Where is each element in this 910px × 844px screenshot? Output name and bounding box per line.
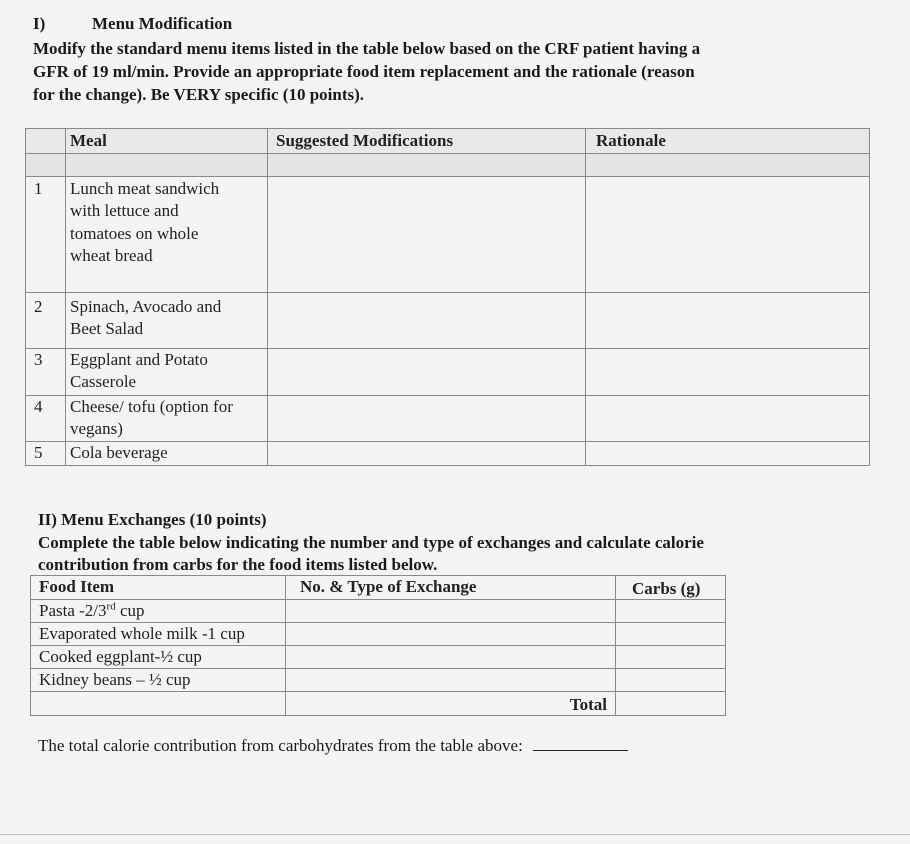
food-item-cell xyxy=(31,600,286,623)
header-exchange: No. & Type of Exchange xyxy=(286,576,616,600)
calorie-question xyxy=(38,736,628,756)
total-blank-cell xyxy=(31,692,286,716)
total-label: Total xyxy=(286,692,616,716)
food-item-unit: cup xyxy=(115,601,145,620)
food-item-cell: Evaporated whole milk -1 cup xyxy=(31,623,286,646)
section2-title: II) Menu Exchanges (10 points) xyxy=(38,510,267,529)
modification-input[interactable] xyxy=(268,395,586,441)
table-row xyxy=(26,441,870,465)
food-item-text: Pasta -2/3 xyxy=(39,601,107,620)
meal-line: Cheese/ tofu (option for xyxy=(70,396,233,416)
table-row xyxy=(26,348,870,395)
meal-cell xyxy=(66,176,268,292)
food-item-superscript: rd xyxy=(106,600,116,613)
section1-number: I) xyxy=(33,14,46,33)
carbs-input[interactable] xyxy=(616,669,726,692)
meal-line: Lunch meat sandwich xyxy=(70,178,220,198)
menu-exchanges-table xyxy=(30,575,726,716)
meal-line: with lettuce and xyxy=(70,201,179,220)
meal-line: wheat bread xyxy=(70,246,153,265)
answer-blank[interactable] xyxy=(533,736,628,751)
carbs-input[interactable] xyxy=(616,623,726,646)
row-number: 5 xyxy=(26,441,66,465)
meal-cell xyxy=(66,292,268,348)
header-rationale: Rationale xyxy=(586,129,870,154)
row-number: 1 xyxy=(26,176,66,292)
modification-input[interactable] xyxy=(268,292,586,348)
modification-input[interactable] xyxy=(268,441,586,465)
meal-cell xyxy=(66,348,268,395)
rationale-input[interactable] xyxy=(586,441,870,465)
meal-line: vegans) xyxy=(70,419,123,438)
header-suggested-modifications: Suggested Modifications xyxy=(268,129,586,154)
exchange-input[interactable] xyxy=(286,600,616,623)
section1-title: Menu Modification xyxy=(92,14,233,33)
calorie-question-text: The total calorie contribution from carbohydrates from the table above: xyxy=(38,736,523,755)
header-meal: Meal xyxy=(66,129,268,154)
rationale-input[interactable] xyxy=(586,176,870,292)
instruction-line: Modify the standard menu items listed in the table below based on the CRF patient having a xyxy=(33,39,701,58)
modification-input[interactable] xyxy=(268,176,586,292)
table-row xyxy=(31,646,726,669)
table-row xyxy=(31,600,726,623)
instruction-line: contribution from carbs for the food items listed below. xyxy=(38,555,438,574)
meal-cell xyxy=(66,441,268,465)
table-row xyxy=(26,395,870,441)
rationale-input[interactable] xyxy=(586,348,870,395)
rationale-input[interactable] xyxy=(586,292,870,348)
page-bottom-rule xyxy=(0,834,910,835)
carbs-input[interactable] xyxy=(616,600,726,623)
table-row xyxy=(31,669,726,692)
row-number: 3 xyxy=(26,348,66,395)
header-carbs: Carbs (g) xyxy=(616,576,726,600)
instruction-line: for the change). Be VERY specific (10 points). xyxy=(33,85,365,104)
meal-line: tomatoes on whole xyxy=(70,223,199,243)
row-number: 2 xyxy=(26,292,66,348)
meal-cell xyxy=(66,395,268,441)
table-row xyxy=(31,623,726,646)
table-header-row xyxy=(31,576,726,600)
meal-line: Cola beverage xyxy=(70,442,168,462)
food-item-cell: Kidney beans – ½ cup xyxy=(31,669,286,692)
rationale-input[interactable] xyxy=(586,395,870,441)
section1-instructions xyxy=(33,37,700,106)
meal-line: Eggplant and Potato xyxy=(70,349,208,369)
header-blank xyxy=(26,129,66,154)
row-number: 4 xyxy=(26,395,66,441)
meal-line: Spinach, Avocado and xyxy=(70,296,222,316)
menu-modification-table xyxy=(25,128,870,466)
meal-line: Beet Salad xyxy=(70,319,144,338)
table-row xyxy=(26,292,870,348)
meal-line: Casserole xyxy=(70,372,137,391)
carbs-input[interactable] xyxy=(616,646,726,669)
food-item-cell: Cooked eggplant-½ cup xyxy=(31,646,286,669)
total-row xyxy=(31,692,726,716)
section2-instructions xyxy=(38,532,704,576)
table-header-row xyxy=(26,129,870,154)
exchange-input[interactable] xyxy=(286,623,616,646)
exchange-input[interactable] xyxy=(286,646,616,669)
instruction-line: Complete the table below indicating the number and type of exchanges and calculate calorie xyxy=(38,533,704,552)
total-carbs-input[interactable] xyxy=(616,692,726,716)
exchange-input[interactable] xyxy=(286,669,616,692)
instruction-line: GFR of 19 ml/min. Provide an appropriate food item replacement and the rationale (reason xyxy=(33,62,695,81)
table-row xyxy=(26,176,870,292)
table-spacer-row xyxy=(26,153,870,176)
modification-input[interactable] xyxy=(268,348,586,395)
header-food-item: Food Item xyxy=(31,576,286,600)
